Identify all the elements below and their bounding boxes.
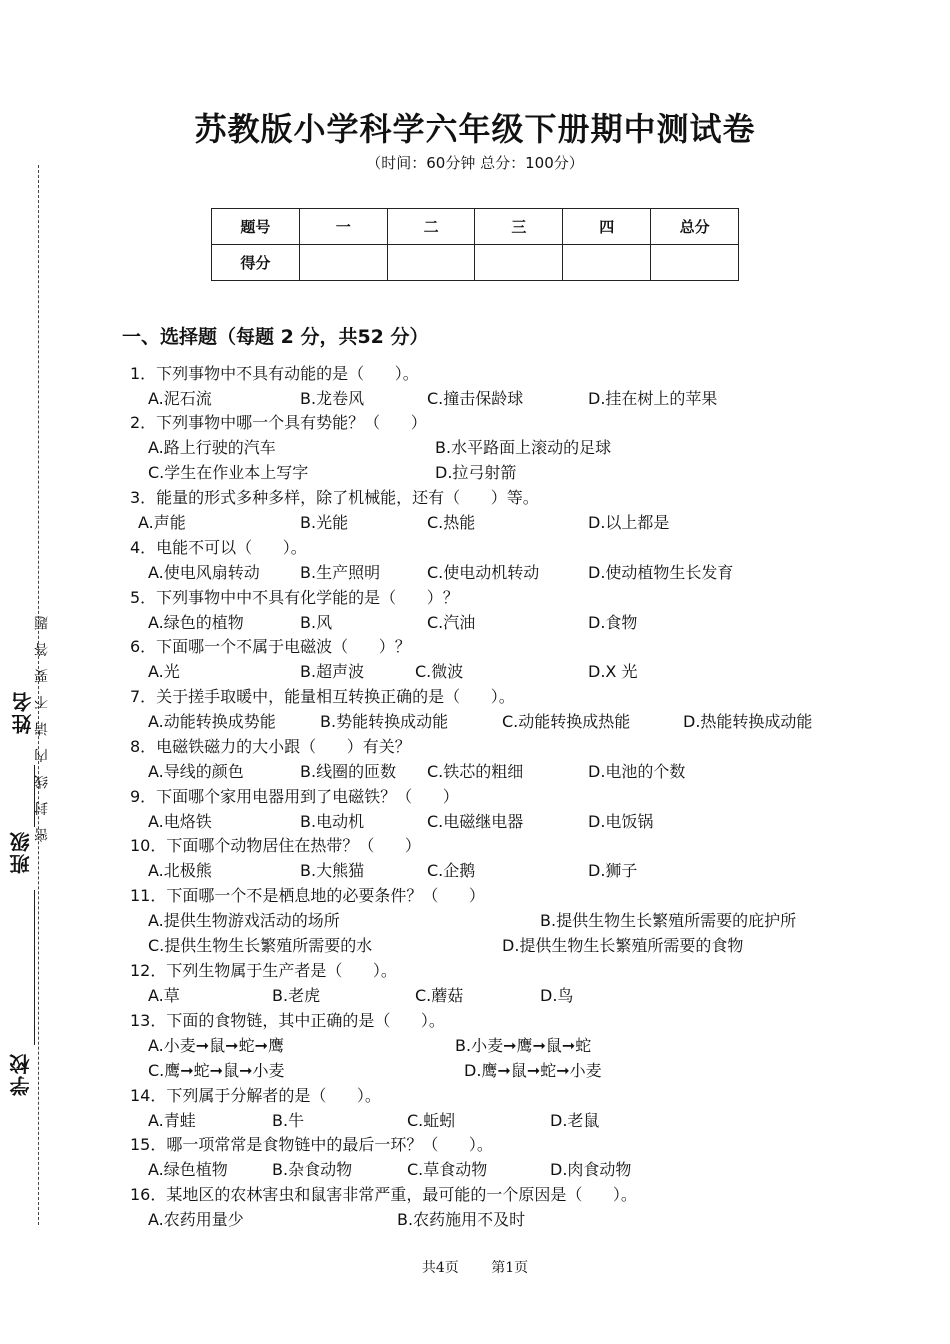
score-cell [299, 245, 387, 281]
option: D.使动植物生长发育 [588, 563, 734, 582]
option: D.提供生物生长繁殖所需要的食物 [502, 936, 744, 955]
option: D.鸟 [540, 986, 574, 1005]
score-cell [651, 245, 739, 281]
option: A.小麦➞鼠➞蛇➞鹰 [148, 1036, 284, 1055]
option: B.龙卷风 [300, 389, 365, 408]
option: C.蘑菇 [415, 986, 464, 1005]
option: C.撞击保龄球 [427, 389, 524, 408]
question-stem: 1．下列事物中不具有动能的是（ ）。 [130, 364, 419, 383]
question-stem: 9．下面哪个家用电器用到了电磁铁？（ ） [130, 787, 459, 806]
score-table-header-cell: 总分 [651, 209, 739, 245]
option: A.使电风扇转动 [148, 563, 260, 582]
question-stem: 14．下列属于分解者的是（ ）。 [130, 1086, 381, 1105]
score-table-header-cell: 四 [563, 209, 651, 245]
option: C.动能转换成热能 [502, 712, 631, 731]
option: B.农药施用不及时 [397, 1210, 526, 1229]
option: B.光能 [300, 513, 349, 532]
option: A.草 [148, 986, 180, 1005]
option: C.使电动机转动 [427, 563, 540, 582]
page-footer [0, 1257, 950, 1277]
option: B.提供生物生长繁殖所需要的庇护所 [540, 911, 797, 930]
option: B.风 [300, 613, 333, 632]
option: D.挂在树上的苹果 [588, 389, 718, 408]
total-pages: 共4页 [421, 1260, 459, 1276]
page-title: 苏教版小学科学六年级下册期中测试卷 [194, 110, 756, 148]
option: B.超声波 [300, 662, 365, 681]
option: C.学生在作业本上写字 [148, 463, 309, 482]
option: A.提供生物游戏活动的场所 [148, 911, 340, 930]
school-label: 学校 [9, 1052, 33, 1096]
score-cell [563, 245, 651, 281]
class-label: 班级 [9, 830, 33, 874]
question-stem: 15．哪一项常常是食物链中的最后一环？（ ）。 [130, 1135, 493, 1154]
option: B.杂食动物 [272, 1160, 353, 1179]
option: D.电池的个数 [588, 762, 686, 781]
option: C.铁芯的粗细 [427, 762, 524, 781]
question-stem: 4．电能不可以（ ）。 [130, 538, 307, 557]
question-stem: 3．能量的形式多种多样，除了机械能，还有（ ）等。 [130, 488, 539, 507]
school-blank-line [34, 890, 35, 1045]
option: B.线圈的匝数 [300, 762, 397, 781]
question-stem: 6．下面哪一个不属于电磁波（ ）？ [130, 637, 411, 656]
option: D.X 光 [588, 662, 638, 681]
seal-note: 密 封 线 内 请 不 要 答 题 [34, 612, 50, 842]
option: B.水平路面上滚动的足球 [435, 438, 612, 457]
score-table-score-row [212, 245, 739, 281]
option: D.电饭锅 [588, 812, 654, 831]
option: B.势能转换成动能 [320, 712, 449, 731]
option: C.企鹅 [427, 861, 476, 880]
option: D.以上都是 [588, 513, 670, 532]
option: C.热能 [427, 513, 476, 532]
question-stem: 13．下面的食物链，其中正确的是（ ）。 [130, 1011, 445, 1030]
option: A.导线的颜色 [148, 762, 244, 781]
question-stem: 7．关于搓手取暖中，能量相互转换正确的是（ ）。 [130, 687, 515, 706]
option: C.草食动物 [407, 1160, 488, 1179]
score-cell [475, 245, 563, 281]
option: B.生产照明 [300, 563, 381, 582]
option: A.农药用量少 [148, 1210, 244, 1229]
score-cell [387, 245, 475, 281]
option: C.鹰➞蛇➞鼠➞小麦 [148, 1061, 285, 1080]
question-stem: 16．某地区的农林害虫和鼠害非常严重，最可能的一个原因是（ ）。 [130, 1185, 637, 1204]
option: B.小麦➞鹰➞鼠➞蛇 [455, 1036, 592, 1055]
option: C.蚯蚓 [407, 1111, 456, 1130]
option: C.微波 [415, 662, 464, 681]
question-stem: 8．电磁铁磁力的大小跟（ ）有关？ [130, 737, 411, 756]
option: A.声能 [138, 513, 186, 532]
option: A.电烙铁 [148, 812, 212, 831]
option: A.青蛙 [148, 1111, 196, 1130]
option: C.提供生物生长繁殖所需要的水 [148, 936, 373, 955]
option: D.热能转换成动能 [683, 712, 813, 731]
score-table-header-cell: 题号 [212, 209, 300, 245]
current-page: 第1页 [491, 1260, 529, 1276]
option: D.鹰➞鼠➞蛇➞小麦 [464, 1061, 602, 1080]
score-table-header-cell: 二 [387, 209, 475, 245]
name-label: 姓名 [11, 690, 35, 734]
option: D.狮子 [588, 861, 638, 880]
exam-info: （时间：60分钟 总分：100分） [366, 154, 584, 172]
section-heading: 一、选择题（每题 2 分，共52 分） [122, 326, 429, 348]
question-stem: 10．下面哪个动物居住在热带？（ ） [130, 836, 421, 855]
option: C.电磁继电器 [427, 812, 524, 831]
question-stem: 11．下面哪一个不是栖息地的必要条件？（ ） [130, 886, 485, 905]
score-table-header-cell: 一 [299, 209, 387, 245]
option: A.泥石流 [148, 389, 212, 408]
option: A.路上行驶的汽车 [148, 438, 276, 457]
question-stem: 2．下列事物中哪一个具有势能？（ ） [130, 413, 427, 432]
option: A.绿色植物 [148, 1160, 228, 1179]
option: C.汽油 [427, 613, 476, 632]
score-table [211, 208, 739, 281]
option: A.绿色的植物 [148, 613, 244, 632]
option: D.拉弓射箭 [435, 463, 517, 482]
option: A.光 [148, 662, 180, 681]
option: B.电动机 [300, 812, 365, 831]
option: B.老虎 [272, 986, 321, 1005]
option: A.北极熊 [148, 861, 212, 880]
option: D.老鼠 [550, 1111, 600, 1130]
option: A.动能转换成势能 [148, 712, 276, 731]
question-stem: 5．下列事物中中不具有化学能的是（ ）？ [130, 588, 459, 607]
score-table-header-cell: 三 [475, 209, 563, 245]
option: B.大熊猫 [300, 861, 365, 880]
score-table-header-row [212, 209, 739, 245]
option: D.食物 [588, 613, 638, 632]
option: B.牛 [272, 1111, 305, 1130]
score-row-label: 得分 [212, 245, 300, 281]
question-stem: 12．下列生物属于生产者是（ ）。 [130, 961, 397, 980]
option: D.肉食动物 [550, 1160, 632, 1179]
